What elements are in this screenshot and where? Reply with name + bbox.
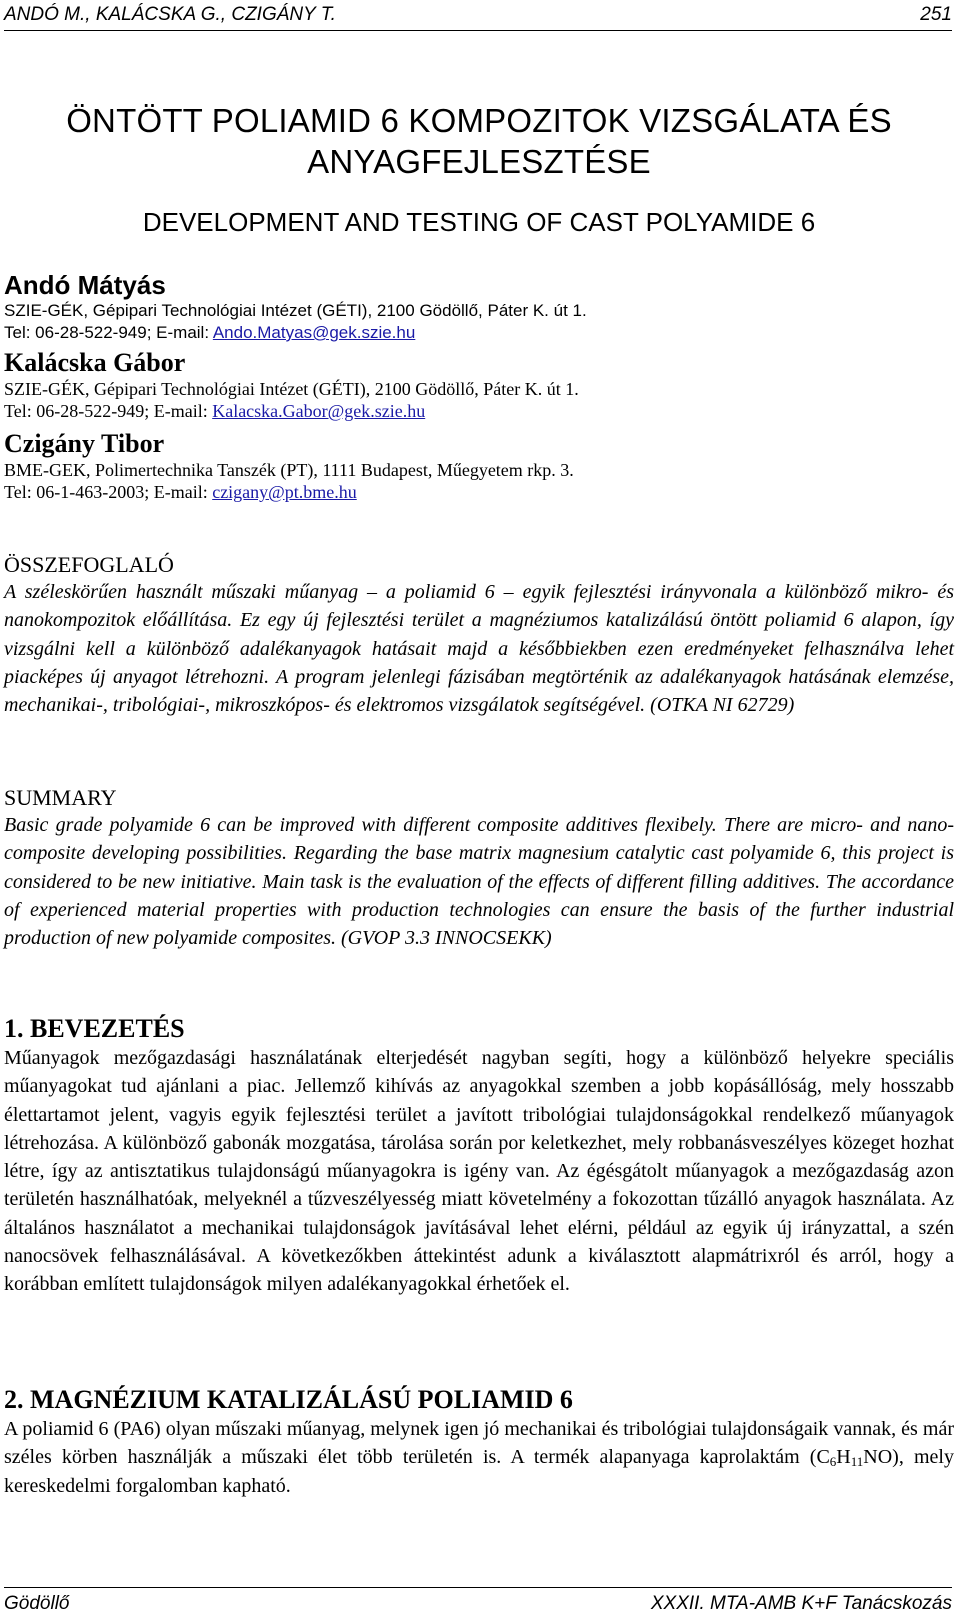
abstract-hu (4, 552, 954, 719)
section-1-text: Műanyagok mezőgazdasági használatának elterjedését nagyban segíti, hogy a különböző helyekre speciális műanyagokat tud ajánlani a piac. Jellemző kihívás az anyagokkal szemben a jobb kopásállóság, mely hosszabb élettartamot jelent, vagyis egyik fejlesztési terület a javított tribológiai tulajdonságokkal rendelkező műanyagok létrehozása. A különböző gabonák mozgatása, tárolása során por keletkezhet, mely robbanásveszélyes közeget hozhat létre, így az antisztatikus tulajdonságú műanyagokra is igény van. Az égésgátolt műanyagok a mezőgazdaság azon területén használhatóak, melyeknél a tűzveszélyesség miatt követelmény a fokozottan tűzálló anyagok használata. Az általános használatot a mechanikai tulajdonságok javításával lehet elérni, például az egyik új irányzattal, a szén nanocsövek felhasználásával. A következőkben áttekintést adunk a kiválasztott alapmátrixról és arról, hogy a korábban említett tulajdonságok milyen adalékanyagokkal érhetőek el. (4, 1047, 954, 1296)
author-contact (4, 481, 954, 503)
author-affiliation: SZIE-GÉK, Gépipari Technológiai Intézet (GÉTI), 2100 Gödöllő, Páter K. út 1. (4, 301, 587, 320)
email-link[interactable]: czigany@pt.bme.hu (212, 482, 357, 502)
author-contact (4, 322, 954, 344)
author-affiliation: BME-GEK, Polimertechnika Tanszék (PT), 1111 Budapest, Műegyetem rkp. 3. (4, 460, 574, 480)
email-link[interactable]: Ando.Matyas@gek.szie.hu (212, 323, 416, 342)
author-affiliation: SZIE-GÉK, Gépipari Technológiai Intézet (GÉTI), 2100 Gödöllő, Páter K. út 1. (4, 379, 579, 399)
page-number: 251 (920, 4, 952, 25)
paper-title-line-1: ÖNTÖTT POLIAMID 6 KOMPOZITOK VIZSGÁLATA ÉS (66, 102, 892, 139)
abstract-hu-heading: ÖSSZEFOGLALÓ (4, 552, 174, 577)
section-2 (4, 1385, 954, 1500)
section-2-text (4, 1415, 954, 1500)
paper-title (4, 100, 954, 182)
paper-subtitle: DEVELOPMENT AND TESTING OF CAST POLYAMIDE 6 (142, 207, 816, 237)
subscript-6: 6 (829, 1454, 837, 1470)
footer-conference: XXXII. MTA-AMB K+F Tanácskozás (650, 1593, 952, 1614)
contact-prefix: Tel: 06-28-522-949; E-mail: (4, 401, 213, 421)
author-block-2 (4, 348, 954, 422)
section-1 (4, 1014, 954, 1299)
email-link[interactable]: Kalacska.Gabor@gek.szie.hu (212, 401, 426, 421)
header-rule (4, 30, 952, 31)
formula-h: H (836, 1446, 851, 1469)
author-name: Czigány Tibor (4, 429, 165, 458)
footer-location: Gödöllő (4, 1593, 70, 1614)
footer-rule (4, 1587, 952, 1588)
summary-text: Basic grade polyamide 6 can be improved with different composite additives flexibely. There are micro- and nano-composite developing possibilities. Regarding the base matrix magnesium catalytic cast polyamide 6, this project is considered to be new initiative. Main task is the evaluation of the effects of different filling additives. The accordance of experienced material properties with production technologies can ensure the basis of the further industrial production of new polyamide composites. (GVOP 3.3 INNOCSEKK) (4, 814, 954, 950)
section-1-heading: 1. BEVEZETÉS (4, 1014, 185, 1043)
running-header-authors: ANDÓ M., KALÁCSKA G., CZIGÁNY T. (4, 4, 336, 25)
abstract-hu-text: A széleskörűen használt műszaki műanyag – a poliamid 6 – egyik fejlesztési irányvonala a különböző mikro- és nanokompozitok előállítása. Ez egy új fejlesztési terület a magnéziumos katalizálású öntött poliamid 6 alapon, így vizsgálni kell a különböző adalékanyagok hatásait majd a későbbiekben ezen eredményeket felhasználva lehet piacképes új anyagot létrehozni. A program jelenlegi fázisában megtörténik az adalékanyagok hatásának elemzése, mechanikai-, tribológiai-, mikroszkópos- és elektromos vizsgálatok segítségével. (OTKA NI 62729) (4, 581, 954, 717)
summary-heading: SUMMARY (4, 785, 117, 810)
author-contact (4, 400, 954, 422)
section-2-text-start: A poliamid 6 (PA6) olyan műszaki műanyag, melynek igen jó mechanikai és tribológiai tulajdonságaik vannak, és már széles körben használják a műszaki élet több területén is. A termék alapanyaga kaprolaktám (C (4, 1418, 954, 1469)
paper-title-line-2: ANYAGFEJLESZTÉSE (307, 143, 651, 180)
contact-prefix: Tel: 06-1-463-2003; E-mail: (4, 482, 213, 502)
subscript-11: 11 (850, 1454, 864, 1470)
author-block-1 (4, 270, 954, 344)
abstract-en (4, 785, 954, 952)
contact-prefix: Tel: 06-28-522-949; E-mail: (4, 323, 213, 342)
author-name: Andó Mátyás (4, 270, 166, 300)
section-2-heading: 2. MAGNÉZIUM KATALIZÁLÁSÚ POLIAMID 6 (4, 1385, 573, 1414)
author-block-3 (4, 429, 954, 503)
author-name: Kalácska Gábor (4, 348, 186, 377)
section-2-text-end: NO), mely kereskedelmi forgalomban kapható. (4, 1446, 954, 1497)
